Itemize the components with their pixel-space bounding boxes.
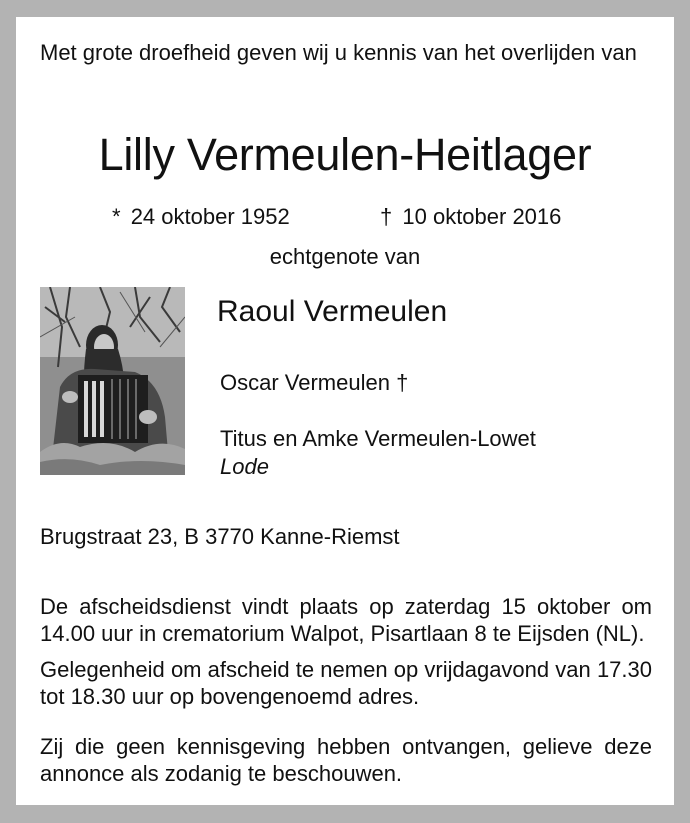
child-name: Titus en Amke Vermeulen-Lowet	[220, 426, 536, 451]
grandchild-name: Lode	[220, 454, 269, 479]
death-symbol: †	[380, 204, 393, 229]
child-name: Oscar Vermeulen †	[220, 370, 409, 395]
spouse-label: echtgenote van	[269, 244, 421, 269]
service-info: De afscheidsdienst vindt plaats op zaterdag 15 oktober om 14.00 uur in crematorium Walpot, Pisartlaan 8 te Eijsden (NL).	[40, 594, 652, 646]
address: Brugstraat 23, B 3770 Kanne-Riemst	[40, 524, 400, 549]
deceased-name: Lilly Vermeulen-Heitlager	[98, 129, 592, 180]
intro-text: Met grote droefheid geven wij u kennis van het overlijden van	[40, 40, 637, 65]
death-date: 10 oktober 2016	[402, 204, 562, 229]
portrait-photo	[40, 287, 185, 475]
birth-line	[112, 204, 290, 230]
visitation-info: Gelegenheid om afscheid te nemen op vrijdagavond van 17.30 tot 18.30 uur op bovengenoemd adres.	[40, 657, 652, 709]
spouse-name: Raoul Vermeulen	[217, 295, 448, 328]
birth-symbol: *	[112, 204, 121, 229]
notice-disclaimer: Zij die geen kennisgeving hebben ontvangen, gelieve deze annonce als zodanig te beschouwen.	[40, 734, 652, 786]
obituary-card	[16, 17, 674, 805]
death-line	[380, 204, 561, 230]
birth-date: 24 oktober 1952	[130, 204, 290, 229]
